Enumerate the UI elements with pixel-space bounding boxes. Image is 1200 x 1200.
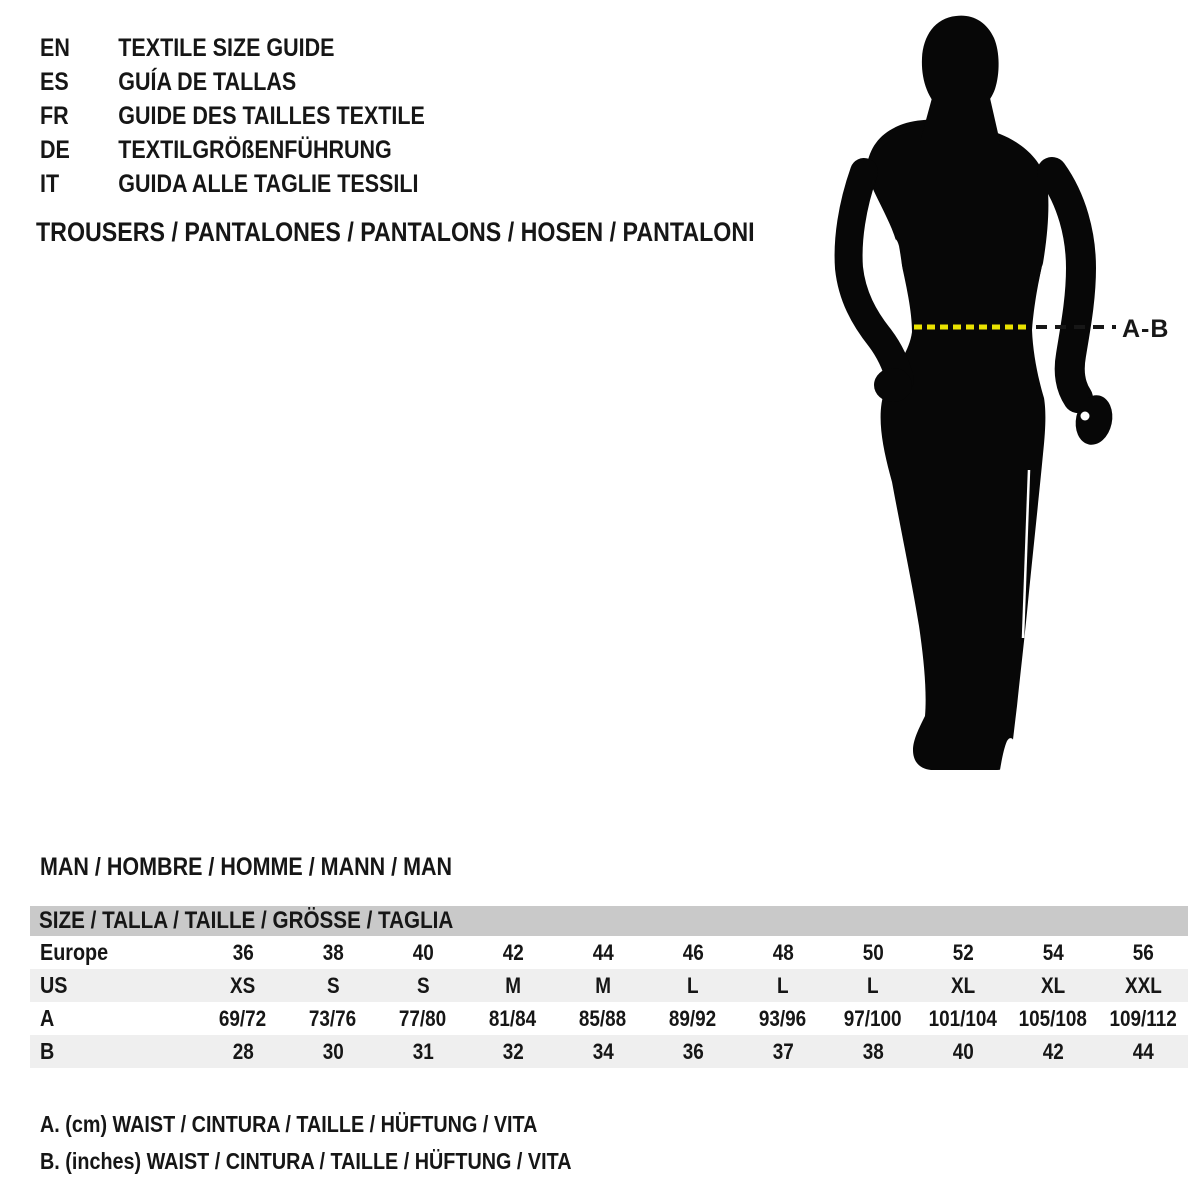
language-row	[40, 31, 488, 65]
size-value-cell: 44	[592, 939, 614, 965]
size-value-cell: 50	[862, 939, 884, 965]
footnotes-block	[40, 1106, 658, 1180]
table-row-us	[30, 969, 1188, 1002]
size-value-cell: 109/112	[1109, 1005, 1177, 1031]
left-hand	[874, 368, 912, 402]
thumb-gap	[1081, 412, 1090, 421]
category-title: TROUSERS / PANTALONES / PANTALONS / HOSEN / PANTALONI	[36, 217, 755, 247]
size-value-cell: XL	[1040, 972, 1066, 998]
size-value-cell: 52	[952, 939, 974, 965]
size-value-cell: 37	[772, 1038, 794, 1064]
neck	[920, 98, 1000, 142]
language-code: EN	[40, 34, 70, 62]
size-value-cell: 73/76	[309, 1005, 357, 1031]
size-value-cell: 105/108	[1018, 1005, 1088, 1031]
size-value-cell: 56	[1132, 939, 1154, 965]
size-value-cell: L	[867, 972, 879, 998]
size-value-cell: 77/80	[399, 1005, 447, 1031]
row-label: B	[40, 1038, 55, 1064]
man-silhouette-figure	[820, 0, 1200, 800]
size-value-cell: 46	[682, 939, 704, 965]
size-value-cell: 36	[682, 1038, 704, 1064]
guide-title: TEXTILGRÖßENFÜHRUNG	[118, 136, 392, 164]
size-value-cell: L	[777, 972, 789, 998]
language-row	[40, 167, 488, 201]
size-table	[30, 906, 1188, 1068]
size-value-cell: 81/84	[489, 1005, 537, 1031]
language-guide-block	[40, 31, 488, 201]
size-value-cell: 40	[412, 939, 434, 965]
row-label: US	[40, 972, 68, 998]
size-value-cell: 34	[592, 1038, 614, 1064]
size-value-cell: 28	[232, 1038, 254, 1064]
size-value-cell: 44	[1132, 1038, 1154, 1064]
size-value-cell: 85/88	[579, 1005, 627, 1031]
language-code: FR	[40, 102, 69, 130]
size-value-cell: 42	[1042, 1038, 1064, 1064]
size-value-cell: 101/104	[928, 1005, 998, 1031]
silhouette-body	[866, 120, 1048, 770]
size-value-cell: XL	[950, 972, 976, 998]
table-header-row	[30, 906, 1188, 936]
guide-title: GUÍA DE TALLAS	[118, 68, 297, 96]
size-value-cell: 38	[862, 1038, 884, 1064]
size-value-cell: M	[595, 972, 611, 998]
language-row	[40, 65, 488, 99]
size-value-cell: 97/100	[844, 1005, 902, 1031]
section-heading: MAN / HOMBRE / HOMME / MANN / MAN	[40, 853, 453, 881]
language-row	[40, 133, 488, 167]
size-value-cell: 31	[412, 1038, 434, 1064]
size-value-cell: 54	[1042, 939, 1064, 965]
language-code: IT	[40, 170, 60, 198]
size-value-cell: 40	[952, 1038, 974, 1064]
guide-title: TEXTILE SIZE GUIDE	[118, 34, 335, 62]
size-value-cell: 30	[322, 1038, 344, 1064]
size-value-cell: 42	[502, 939, 524, 965]
size-value-cell: S	[326, 972, 340, 998]
size-value-cell: 32	[502, 1038, 524, 1064]
footnote-a: A. (cm) WAIST / CINTURA / TAILLE / HÜFTUNG / VITA	[40, 1111, 538, 1137]
table-row-europe	[30, 936, 1188, 969]
size-value-cell: 93/96	[759, 1005, 807, 1031]
row-label: A	[40, 1005, 55, 1031]
footnote-b: B. (inches) WAIST / CINTURA / TAILLE / HÜFTUNG / VITA	[40, 1148, 572, 1174]
size-value-cell: 36	[232, 939, 254, 965]
size-value-cell: XS	[230, 972, 256, 998]
man-silhouette-svg	[820, 0, 1200, 800]
size-value-cell: XXL	[1124, 972, 1162, 998]
size-value-cell: 69/72	[219, 1005, 267, 1031]
row-label: Europe	[40, 939, 109, 965]
language-code: ES	[40, 68, 69, 96]
size-value-cell: 89/92	[669, 1005, 717, 1031]
size-value-cell: S	[416, 972, 430, 998]
waist-measure-label: A-B	[1122, 315, 1170, 343]
table-row-b-inches	[30, 1035, 1188, 1068]
guide-title: GUIDA ALLE TAGLIE TESSILI	[118, 170, 419, 198]
size-value-cell: L	[687, 972, 699, 998]
table-header: SIZE / TALLA / TAILLE / GRÖSSE / TAGLIA	[30, 906, 1188, 936]
language-code: DE	[40, 136, 70, 164]
table-row-a-cm	[30, 1002, 1188, 1035]
guide-title: GUIDE DES TAILLES TEXTILE	[118, 102, 425, 130]
size-value-cell: M	[505, 972, 521, 998]
language-row	[40, 99, 488, 133]
size-value-cell: 48	[772, 939, 794, 965]
size-value-cell: 38	[322, 939, 344, 965]
